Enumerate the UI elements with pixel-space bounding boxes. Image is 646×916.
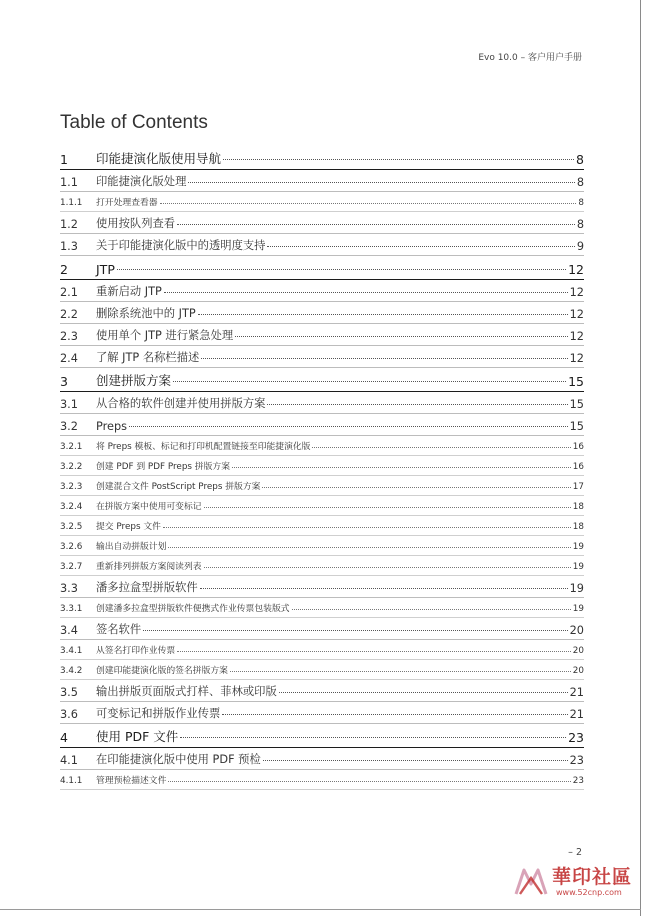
toc-dot-leader <box>235 336 567 337</box>
toc-dot-leader <box>177 224 575 225</box>
toc-entry-page: 18 <box>572 502 584 512</box>
toc-entry-number: 3.2.6 <box>60 542 83 552</box>
toc-entry-number: 1 <box>60 152 68 167</box>
watermark-text: 華印社區 <box>552 866 633 888</box>
toc-entry-number: 1.3 <box>60 240 78 253</box>
toc-entry-number: 4.1.1 <box>60 776 83 786</box>
toc-entry-label: 打开处理查看器 <box>96 198 158 208</box>
toc-title: Table of Contents <box>60 112 208 133</box>
toc-entry-number: 3.2.4 <box>60 502 83 512</box>
toc-entry-number: 3.4 <box>60 624 78 637</box>
toc-entry-number: 3.2.7 <box>60 562 83 572</box>
toc-entry-label: 输出自动拼版计划 <box>96 542 167 552</box>
toc-dot-leader <box>160 203 577 204</box>
toc-entry-label: 创建拼版方案 <box>96 373 172 388</box>
toc-entry[interactable] <box>60 146 584 170</box>
toc-entry-page: 8 <box>578 198 584 208</box>
toc-dot-leader <box>200 588 568 589</box>
toc-dot-leader <box>177 651 571 652</box>
page-edge-right <box>640 0 641 916</box>
toc-entry-number: 3.4.1 <box>60 646 83 656</box>
toc-dot-leader <box>188 182 574 183</box>
toc-dot-leader <box>129 426 568 427</box>
toc-dot-leader <box>168 547 570 548</box>
toc-entry-page: 20 <box>572 666 584 676</box>
toc-entry-number: 3.2 <box>60 420 78 433</box>
toc-entry-label: 从签名打印作业传票 <box>96 646 176 656</box>
toc-entry-label: JTP <box>96 262 115 277</box>
toc-dot-leader <box>164 292 568 293</box>
toc-entry-page: 20 <box>569 624 584 637</box>
toc-entry-label: 重新排列拼版方案阅读列表 <box>96 562 202 572</box>
toc-dot-leader <box>204 567 571 568</box>
toc-entry[interactable] <box>60 170 584 192</box>
toc-entry-label: 在拼版方案中使用可变标记 <box>96 502 202 512</box>
toc-entry-label: 签名软件 <box>96 623 142 636</box>
toc-dot-leader <box>230 671 571 672</box>
header-separator: – <box>520 53 526 63</box>
toc-entry[interactable] <box>60 748 584 770</box>
toc-entry-number: 3.3 <box>60 582 78 595</box>
page-edge-bottom <box>0 909 641 910</box>
toc-entry-number: 3.4.2 <box>60 666 83 676</box>
toc-entry-page: 16 <box>572 462 584 472</box>
watermark-logo-icon <box>512 864 550 900</box>
toc-entry-label: 重新启动 JTP <box>96 285 162 298</box>
toc-entry-number: 3.3.1 <box>60 604 83 614</box>
toc-entry[interactable] <box>60 192 584 212</box>
toc-entry-page: 20 <box>572 646 584 656</box>
toc-entry-label: 创建印能捷演化版的签名拼版方案 <box>96 666 228 676</box>
header-doc-title: 客户用户手册 <box>527 53 582 63</box>
header-product: Evo 10.0 <box>478 53 518 63</box>
toc-entry[interactable] <box>60 302 584 324</box>
page-number: – 2 <box>568 847 582 858</box>
toc-entry-label: 从合格的软件创建并使用拼版方案 <box>96 397 266 410</box>
toc-dot-leader <box>180 737 566 738</box>
toc-entry-label: 管理预检描述文件 <box>96 776 167 786</box>
toc-dot-leader <box>117 269 566 270</box>
toc-entry-label: 使用 PDF 文件 <box>96 729 179 744</box>
toc-entry-page: 8 <box>576 218 584 231</box>
toc-entry[interactable] <box>60 436 584 456</box>
toc-entry-number: 4 <box>60 730 68 745</box>
toc-entry[interactable] <box>60 660 584 680</box>
toc-entry-number: 2.4 <box>60 352 78 365</box>
toc-dot-leader <box>168 781 570 782</box>
toc-entry-label: 潘多拉盒型拼版软件 <box>96 581 198 594</box>
toc-entry-page: 23 <box>569 754 584 767</box>
toc-entry[interactable] <box>60 702 584 724</box>
toc-entry[interactable] <box>60 576 584 598</box>
toc-entry-page: 12 <box>569 286 584 299</box>
toc-entry[interactable] <box>60 414 584 436</box>
toc-entry[interactable] <box>60 556 584 576</box>
toc-entry-label: 关于印能捷演化版中的透明度支持 <box>96 239 266 252</box>
toc-dot-leader <box>222 714 567 715</box>
toc-entry-page: 21 <box>569 686 584 699</box>
toc-entry-page: 12 <box>568 262 584 277</box>
toc-dot-leader <box>232 467 571 468</box>
toc-entry-label: 可变标记和拼版作业传票 <box>96 707 221 720</box>
toc-entry-number: 3.1 <box>60 398 78 411</box>
toc-entry-number: 3.2.5 <box>60 522 83 532</box>
toc-entry[interactable] <box>60 516 584 536</box>
toc-dot-leader <box>198 314 568 315</box>
toc-dot-leader <box>263 760 568 761</box>
toc-entry-page: 12 <box>569 330 584 343</box>
toc-entry[interactable] <box>60 724 584 748</box>
toc-entry[interactable] <box>60 280 584 302</box>
toc-entry-label: 创建混合文件 PostScript Preps 拼版方案 <box>96 482 261 492</box>
toc-entry-page: 19 <box>572 604 584 614</box>
toc-entry-number: 3.2.3 <box>60 482 83 492</box>
toc-entry-label: 输出拼版页面版式打样、菲林或印版 <box>96 685 277 698</box>
toc-entry-page: 12 <box>569 308 584 321</box>
toc-entry-number: 2.3 <box>60 330 78 343</box>
toc-dot-leader <box>267 246 574 247</box>
toc-entry-page: 23 <box>568 730 584 745</box>
toc-dot-leader <box>163 527 571 528</box>
toc-entry-number: 2.2 <box>60 308 78 321</box>
toc-entry-label: 创建 PDF 到 PDF Preps 拼版方案 <box>96 462 230 472</box>
toc-entry[interactable] <box>60 640 584 660</box>
toc-dot-leader <box>201 358 567 359</box>
toc-entry-page: 21 <box>569 708 584 721</box>
toc-entry[interactable] <box>60 536 584 556</box>
toc-entry-page: 16 <box>572 442 584 452</box>
toc-entry[interactable] <box>60 256 584 280</box>
toc-entry[interactable] <box>60 212 584 234</box>
toc-dot-leader <box>292 609 571 610</box>
toc-entry-label: 删除系统池中的 JTP <box>96 307 196 320</box>
toc-entry-number: 3.6 <box>60 708 78 721</box>
toc-entry-number: 4.1 <box>60 754 78 767</box>
toc-dot-leader <box>204 507 571 508</box>
toc-entry-label: 提交 Preps 文件 <box>96 522 161 532</box>
toc-entry-number: 3.2.1 <box>60 442 83 452</box>
toc-entry-page: 15 <box>569 420 584 433</box>
toc-entry-label: 了解 JTP 名称栏描述 <box>96 351 200 364</box>
toc-entry-number: 2 <box>60 262 68 277</box>
toc-entry-label: 在印能捷演化版中使用 PDF 预检 <box>96 753 261 766</box>
toc-entry-page: 19 <box>572 542 584 552</box>
toc-entry[interactable] <box>60 476 584 496</box>
toc-entry[interactable] <box>60 598 584 618</box>
toc-entry-number: 1.1 <box>60 176 78 189</box>
toc-entry-page: 19 <box>572 562 584 572</box>
toc-dot-leader <box>173 381 566 382</box>
toc-entry-page: 8 <box>576 176 584 189</box>
toc-entry-page: 8 <box>576 152 584 167</box>
toc-entry[interactable] <box>60 324 584 346</box>
toc-entry-label: 将 Preps 模板、标记和打印机配置链接至印能捷演化版 <box>96 442 311 452</box>
running-header <box>478 50 582 63</box>
watermark <box>512 860 636 906</box>
toc-entry-page: 17 <box>572 482 584 492</box>
toc-entry-label: 创建潘多拉盒型拼版软件便携式作业传票包装版式 <box>96 604 290 614</box>
toc-entry[interactable] <box>60 392 584 414</box>
toc-entry[interactable] <box>60 368 584 392</box>
toc-entry[interactable] <box>60 346 584 368</box>
toc-entry-page: 15 <box>569 398 584 411</box>
toc-dot-leader <box>223 159 574 160</box>
toc-entry-number: 1.1.1 <box>60 198 83 208</box>
toc-entry-page: 15 <box>568 374 584 389</box>
toc-entry-number: 1.2 <box>60 218 78 231</box>
toc-dot-leader <box>279 692 568 693</box>
toc-entry-page: 18 <box>572 522 584 532</box>
toc-entry-label: 使用按队列查看 <box>96 217 176 230</box>
toc-entry-page: 12 <box>569 352 584 365</box>
toc-entry-number: 3 <box>60 374 68 389</box>
toc-entry-page: 23 <box>572 776 584 786</box>
toc-dot-leader <box>312 447 570 448</box>
toc-entry-number: 3.5 <box>60 686 78 699</box>
toc-entry-page: 19 <box>569 582 584 595</box>
toc-entry[interactable] <box>60 496 584 516</box>
toc-entry-page: 9 <box>576 240 584 253</box>
toc-entry-label: Preps <box>96 420 128 433</box>
toc-entry[interactable] <box>60 618 584 640</box>
toc-dot-leader <box>267 404 567 405</box>
toc-entry-number: 2.1 <box>60 286 78 299</box>
toc-entry-label: 使用单个 JTP 进行紧急处理 <box>96 329 234 342</box>
toc-dot-leader <box>143 630 567 631</box>
toc-entry[interactable] <box>60 456 584 476</box>
toc-entry[interactable] <box>60 680 584 702</box>
toc-dot-leader <box>262 487 570 488</box>
toc-entry[interactable] <box>60 234 584 256</box>
table-of-contents <box>60 146 584 790</box>
toc-entry-label: 印能捷演化版处理 <box>96 175 187 188</box>
toc-entry-number: 3.2.2 <box>60 462 83 472</box>
toc-entry-label: 印能捷演化版使用导航 <box>96 151 222 166</box>
watermark-url: www.52cnp.com <box>556 888 622 897</box>
toc-entry[interactable] <box>60 770 584 790</box>
